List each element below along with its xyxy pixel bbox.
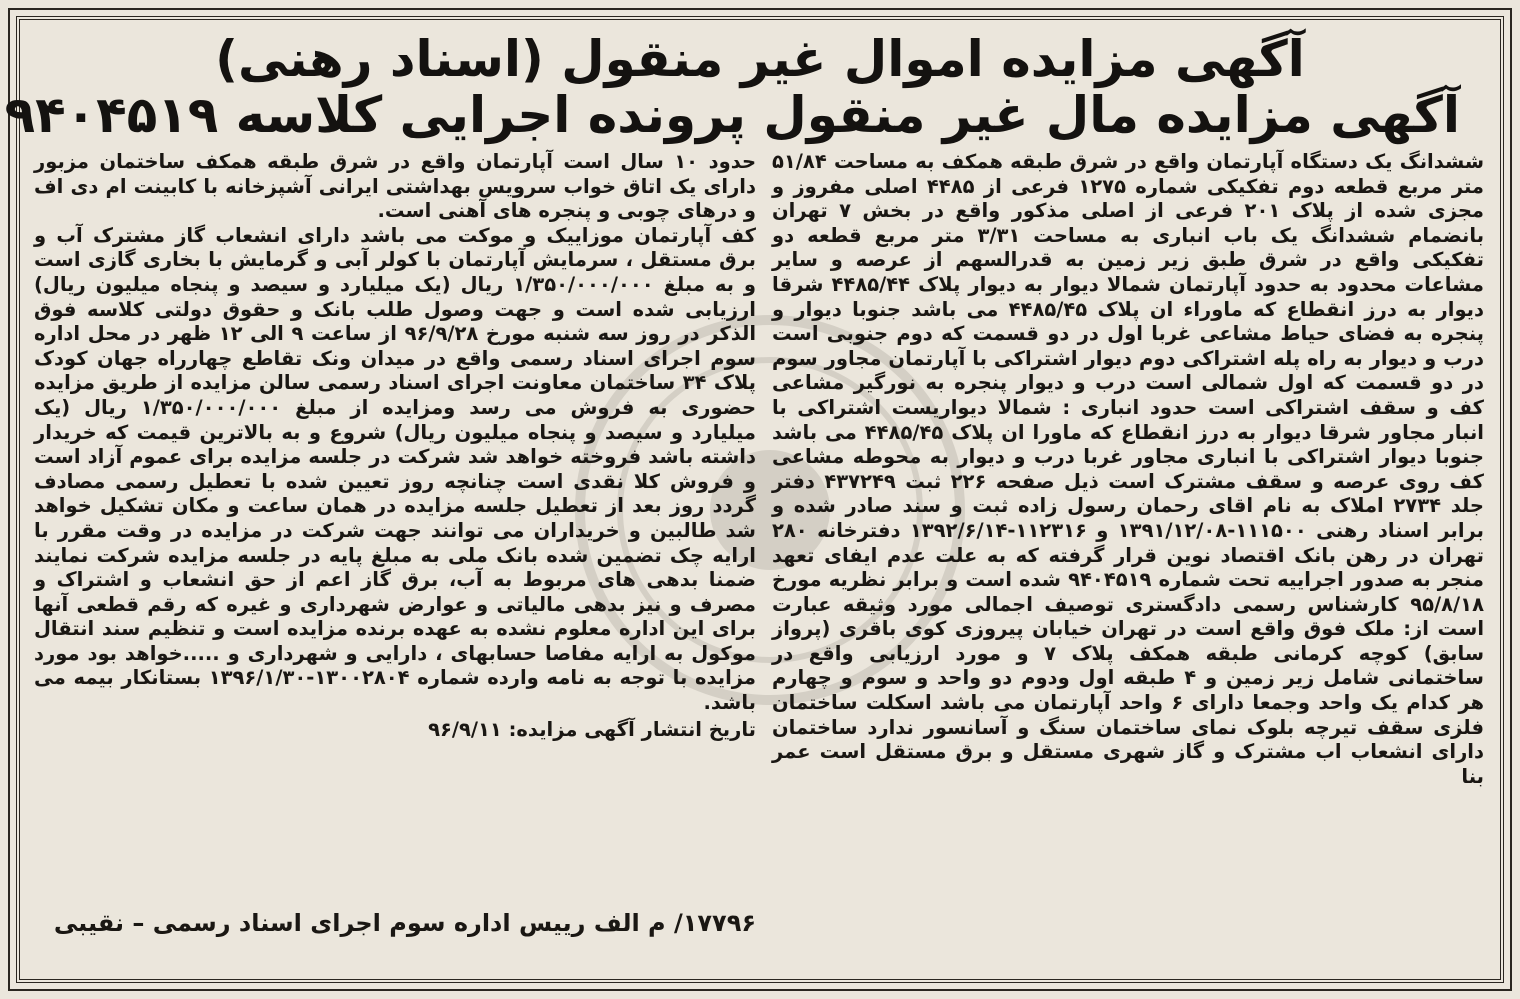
signature-line: ۱۷۷۹۶/ م الف رییس اداره سوم اجرای اسناد رسمی – نقیبی (53, 909, 756, 937)
auction-conditions: کف آپارتمان موزاییک و موکت می باشد دارای انشعاب گاز مشترک آب و برق مستقل ، سرمایش آپارتمان با کولر آبی و گرمایش با بخاری گازی است و به مبلغ ۱/۳۵۰/۰۰۰/۰۰۰ ریال (یک میلیارد و سیصد و پنجاه میلیون ریال) ارزیابی شده است و جهت وصول طلب بانک و حقوق دولتی کلاسه فوق الذکر در روز سه شنبه مورخ ۹۶/۹/۲۸ از ساعت ۹ الی ۱۲ ظهر در محل اداره سوم اجرای اسناد رسمی واقع در میدان ونک تقاطع چهارراه جهان کودک پلاک ۳۴ ساختمان معاونت اجرای اسناد رسمی سالن مزایده از طریق مزایده حضوری به فروش می رسد ومزایده از مبلغ ۱/۳۵۰/۰۰۰/۰۰۰ ریال (یک میلیارد و سیصد و پنجاه میلیون ریال) شروع و به بالاترین قیمت که خریدار داشته باشد فروخته خواهد شد شرکت در جلسه مزایده برای عموم آزاد است و فروش کلا نقدی است چنانچه روز تعیین شده با تعطیل رسمی مصادف گردد روز بعد از تعطیل جلسه مزایده در همان ساعت و مکان تشکیل خواهد شد طالبین و خریداران می توانند جهت شرکت در مزایده در وقت مقرر با ارایه چک تضمین شده بانک ملی به مبلغ پایه در جلسه مزایده شرکت نمایند ضمنا بدهی های مربوط به آب، برق گاز اعم از حق انشعاب و اشتراک و مصرف و نیز بدهی مالیاتی و عوارض شهرداری و غیره که رقم قطعی آنها برای این اداره معلوم نشده به عهده برنده مزایده است و تنظیم سند انتقال موکول به ارایه مفاصا حسابهای ، دارایی و شهرداری و .....خواهد بود مورد مزایده با توجه به نامه وارده شماره ۱۳۰۰۲۸۰۴-۱۳۹۶/۱/۳۰ بستانکار بیمه می باشد. (34, 223, 757, 715)
left-column (34, 150, 756, 742)
right-column (772, 150, 1484, 789)
property-description-continued: حدود ۱۰ سال است آپارتمان واقع در شرق طبقه همکف ساختمان مزبور دارای یک اتاق خواب سرویس بهداشتی ایرانی آشپزخانه با کابینت ام دی اف و درهای چوبی و پنجره های آهنی است. (34, 150, 757, 223)
property-description: ششدانگ یک دستگاه آپارتمان واقع در شرق طبقه همکف به مساحت ۵۱/۸۴ متر مربع قطعه دوم تفکیکی شماره ۱۲۷۵ فرعی از ۴۴۸۵ اصلی مفروز و مجزی شده از پلاک ۲۰۱ فرعی از اصلی مذکور واقع در بخش ۷ تهران بانضمام ششدانگ یک باب انباری به مساحت ۳/۳۱ متر مربع قطعه دو تفکیکی واقع در شرق طبق زیر زمین به قدرالسهم از عرصه و سایر مشاعات محدود به حدود آپارتمان شمالا دیوار به دیوار پلاک ۴۴۸۵/۴۴ شرقا دیوار به درز انقطاع که ماوراء ان پلاک ۴۴۸۵/۴۵ می باشد جنوبا دیوار و پنجره به فضای حیاط مشاعی غربا اول در دو قسمت که دوم جنوبی است درب و دیوار به راه پله اشتراکی دوم دیوار اشتراکی با آپارتمان مجاور سوم در دو قسمت که اول شمالی است درب و دیوار پنجره به نورگیر مشاعی کف و سقف اشتراکی است حدود انباری : شمالا دیواریست اشتراکی با انبار مجاور شرقا دیوار به درز انقطاع که ماورا ان پلاک ۴۴۸۵/۴۵ می باشد جنوبا دیوار اشتراکی با انباری مجاور غربا درب و دیوار به محوطه مشاعی کف روی عرصه و سقف مشترک است ذیل صفحه ۲۲۶ ثبت ۴۳۷۲۴۹ دفتر جلد ۲۷۳۴ املاک به نام اقای رحمان رسول زاده ثبت و سند صادر شده و برابر اسناد رهنی ۱۱۱۵۰۰-۱۳۹۱/۱۲/۰۸ و ۱۱۲۳۱۶-۱۳۹۲/۶/۱۴ دفترخانه ۲۸۰ تهران در رهن بانک اقتصاد نوین قرار گرفته که به علت عدم ایفای تعهد منجر به صدور اجراییه تحت شماره ۹۴۰۴۵۱۹ شده است و برابر نظریه مورخ ۹۵/۸/۱۸ کارشناس رسمی دادگستری توصیف اجمالی مورد وثیقه عبارت است از: ملک فوق واقع است در تهران خیابان پیروزی کوی باقری (پرواز سابق) کوچه کرمانی طبقه همکف پلاک ۷ و مورد ارزیابی واقع در ساختمانی شامل زیر زمین و ۴ طبقه اول ودوم دو واحد و سوم و چهارم هر کدام یک واحد وجمعا دارای ۶ واحد آپارتمان می باشد اسکلت ساختمان فلزی سقف تیرچه بلوک نمای ساختمان سنگ و آسانسور ندارد ساختمان دارای انشعاب اب مشترک و گاز شهری مستقل و برق مستقل است عمر بنا (772, 150, 1485, 788)
notice-title: آگهی مزایده اموال غیر منقول (اسناد رهنی) (215, 30, 1305, 88)
publication-date: تاریخ انتشار آگهی مزایده: ۹۶/۹/۱۱ (428, 717, 756, 741)
notice-subtitle: آگهی مزایده مال غیر منقول پرونده اجرایی کلاسه ۹۴۰۴۵۱۹ (4, 86, 1460, 144)
